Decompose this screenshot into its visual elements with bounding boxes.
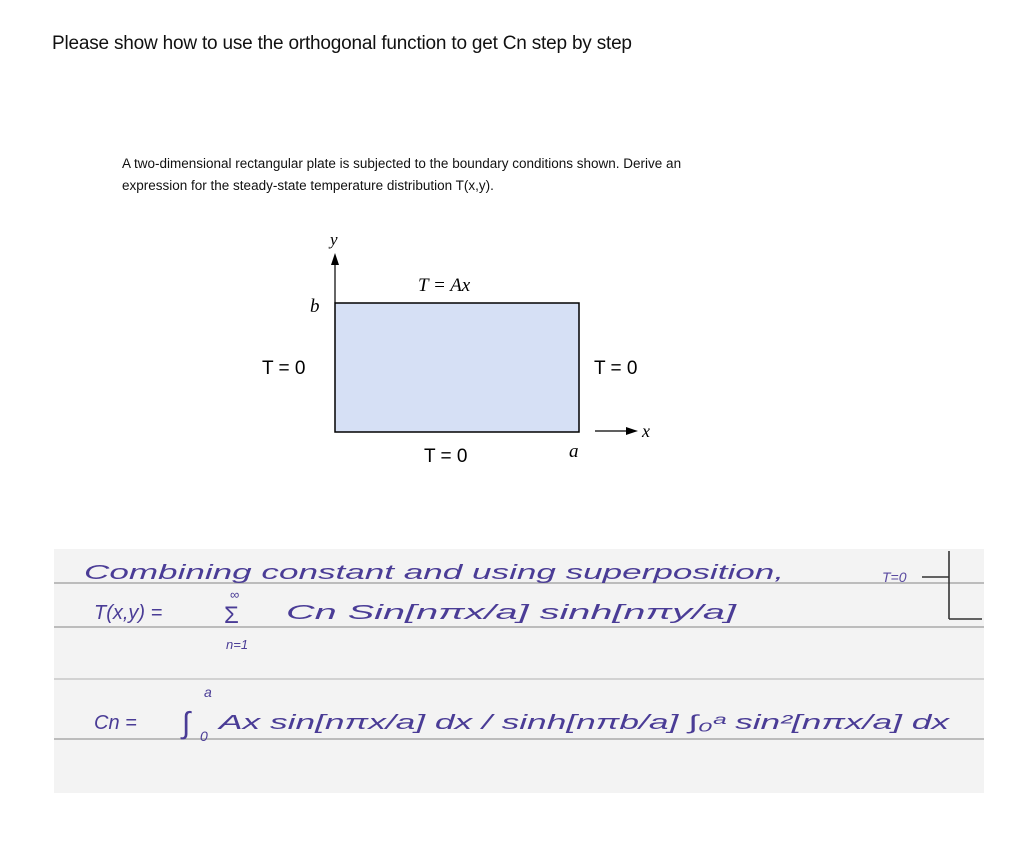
- height-label: b: [310, 296, 320, 317]
- integral-symbol: ∫: [182, 707, 191, 740]
- problem-statement: [122, 153, 802, 197]
- plate: [335, 303, 579, 432]
- problem-text-line-2: expression for the steady-state temperature distribution T(x,y).: [122, 178, 494, 193]
- question-title: Please show how to use the orthogonal function to get Cn step by step: [52, 33, 632, 54]
- sum-symbol: Σ: [224, 602, 239, 629]
- left-boundary-label: T = 0: [262, 358, 306, 379]
- plate-diagram: [240, 225, 680, 475]
- handwritten-line-3-rhs: Ax sin[nπx/a] dx / sinh[nπb/a] ∫₀ᵃ sin²[nπx/a] dx: [217, 712, 951, 734]
- bottom-boundary-label: T = 0: [424, 446, 468, 467]
- handwritten-canvas: [54, 549, 984, 793]
- sum-upper-limit: ∞: [230, 587, 240, 602]
- integral-upper-limit: a: [204, 684, 212, 700]
- sum-lower-limit: n=1: [226, 637, 249, 652]
- handwritten-line-2-rhs: Cn Sin[nπx/a] sinh[nπy/a]: [286, 602, 737, 624]
- width-label: a: [569, 441, 579, 462]
- x-axis-label: x: [642, 421, 650, 441]
- problem-text-line-1: A two-dimensional rectangular plate is subjected to the boundary conditions shown. Derive an: [122, 156, 682, 171]
- y-axis-label: y: [330, 230, 338, 249]
- handwritten-line-2-lhs: T(x,y) =: [94, 602, 163, 624]
- margin-note: T=0: [882, 569, 907, 585]
- integral-lower-limit: 0: [200, 728, 208, 744]
- handwritten-solution: [54, 549, 984, 793]
- handwritten-line-3-lhs: Cn =: [94, 712, 137, 734]
- top-boundary-label: T = Ax: [418, 275, 471, 296]
- y-axis-arrowhead: [331, 253, 339, 265]
- handwritten-line-1: Combining constant and using superposition,: [84, 562, 784, 584]
- right-boundary-label: T = 0: [594, 358, 638, 379]
- x-axis-arrowhead: [626, 427, 638, 435]
